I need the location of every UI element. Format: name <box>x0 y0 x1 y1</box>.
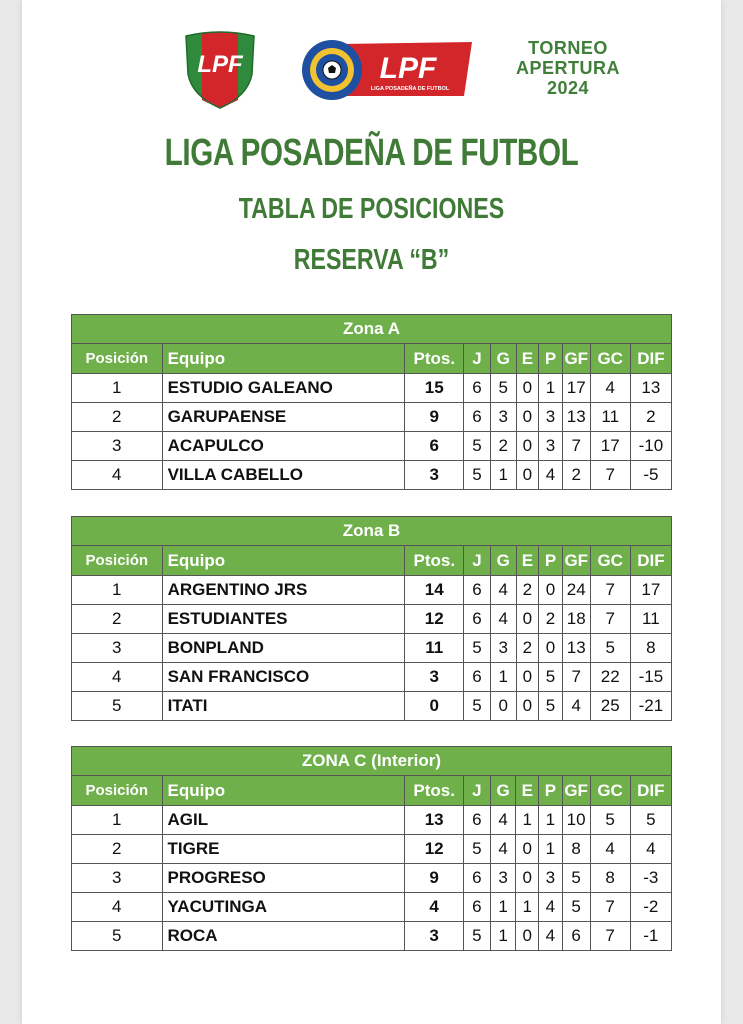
table-row <box>72 432 672 461</box>
cell-pos: 3 <box>72 432 163 461</box>
cell-g: 4 <box>490 605 516 634</box>
cell-g: 1 <box>490 461 516 490</box>
cell-gf: 5 <box>562 864 590 893</box>
cell-pts: 9 <box>405 403 464 432</box>
cell-gc: 7 <box>590 893 630 922</box>
cell-pos: 3 <box>72 634 163 663</box>
cell-pos: 5 <box>72 692 163 721</box>
column-header-row <box>72 344 672 374</box>
column-header-gc: GC <box>590 344 630 374</box>
cell-team: ACAPULCO <box>162 432 405 461</box>
cell-gc: 7 <box>590 922 630 951</box>
cell-dif: -3 <box>630 864 671 893</box>
column-header-pts: Ptos. <box>405 344 464 374</box>
zone-name: Zona B <box>72 517 672 546</box>
column-header-dif: DIF <box>630 776 671 806</box>
cell-j: 6 <box>464 374 491 403</box>
cell-g: 4 <box>490 576 516 605</box>
shield-logo-text: LPF <box>197 51 243 78</box>
cell-pos: 4 <box>72 461 163 490</box>
cell-team: ARGENTINO JRS <box>162 576 405 605</box>
column-header-e: E <box>516 546 539 576</box>
cell-e: 0 <box>516 663 539 692</box>
zone-header-row <box>72 747 672 776</box>
cell-e: 1 <box>516 893 539 922</box>
cell-j: 6 <box>463 864 490 893</box>
cell-g: 2 <box>490 432 516 461</box>
table-row <box>72 806 672 835</box>
page-title: LIGA POSADEÑA DE FUTBOL <box>164 132 579 174</box>
cell-gc: 7 <box>590 461 630 490</box>
cell-e: 0 <box>516 692 539 721</box>
cell-gf: 10 <box>562 806 590 835</box>
cell-g: 5 <box>490 374 516 403</box>
column-header-pts: Ptos. <box>405 776 464 806</box>
column-header-j: J <box>464 344 491 374</box>
table-row <box>72 663 672 692</box>
cell-pts: 14 <box>405 576 464 605</box>
cell-dif: 8 <box>630 634 671 663</box>
cell-pts: 0 <box>405 692 464 721</box>
cell-e: 2 <box>516 576 539 605</box>
cell-e: 0 <box>516 432 539 461</box>
cell-pts: 12 <box>405 605 464 634</box>
cell-g: 1 <box>490 663 516 692</box>
cell-dif: 2 <box>630 403 671 432</box>
standings-table-zona-c <box>71 746 672 951</box>
column-header-p: P <box>539 546 563 576</box>
column-header-pts: Ptos. <box>405 546 464 576</box>
column-header-g: G <box>490 546 516 576</box>
cell-j: 6 <box>464 663 491 692</box>
cell-dif: 13 <box>630 374 671 403</box>
cell-dif: -21 <box>630 692 671 721</box>
cell-pts: 15 <box>405 374 464 403</box>
page-subtitle: TABLA DE POSICIONES <box>238 193 505 225</box>
cell-pos: 1 <box>72 806 163 835</box>
column-header-p: P <box>539 344 563 374</box>
cell-gf: 24 <box>562 576 590 605</box>
column-header-p: P <box>539 776 563 806</box>
cell-gc: 5 <box>590 806 630 835</box>
column-header-row <box>72 776 672 806</box>
cell-p: 3 <box>539 403 563 432</box>
column-header-gc: GC <box>590 776 630 806</box>
cell-p: 4 <box>539 893 563 922</box>
cell-p: 4 <box>539 922 563 951</box>
cell-gc: 4 <box>590 374 630 403</box>
cell-g: 4 <box>490 806 516 835</box>
cell-e: 0 <box>516 864 539 893</box>
cell-j: 6 <box>464 605 491 634</box>
cell-dif: 5 <box>630 806 671 835</box>
cell-team: ROCA <box>162 922 405 951</box>
cell-p: 1 <box>539 374 563 403</box>
column-header-dif: DIF <box>630 344 671 374</box>
cell-team: ESTUDIO GALEANO <box>162 374 405 403</box>
tournament-year: 2024 <box>546 78 590 98</box>
tournament-label <box>508 38 628 98</box>
cell-pts: 9 <box>405 864 464 893</box>
cell-pos: 5 <box>72 922 163 951</box>
cell-gc: 25 <box>590 692 630 721</box>
column-header-pos: Posición <box>72 546 163 576</box>
cell-gc: 22 <box>590 663 630 692</box>
cell-dif: -2 <box>630 893 671 922</box>
cell-team: GARUPAENSE <box>162 403 405 432</box>
tournament-line-2: APERTURA <box>515 58 620 78</box>
table-row <box>72 922 672 951</box>
cell-gc: 5 <box>590 634 630 663</box>
cell-g: 1 <box>490 922 516 951</box>
column-header-gc: GC <box>590 546 630 576</box>
cell-team: PROGRESO <box>162 864 405 893</box>
cell-gf: 17 <box>562 374 590 403</box>
cell-p: 1 <box>539 835 563 864</box>
cell-p: 3 <box>539 864 563 893</box>
cell-team: AGIL <box>162 806 405 835</box>
column-header-pos: Posición <box>72 776 163 806</box>
column-header-g: G <box>490 344 516 374</box>
zone-header-row <box>72 315 672 344</box>
cell-dif: -10 <box>630 432 671 461</box>
standings-table-zona-b <box>71 516 672 721</box>
cell-j: 5 <box>464 461 491 490</box>
cell-j: 5 <box>464 634 491 663</box>
zone-header-row <box>72 517 672 546</box>
cell-j: 5 <box>463 835 490 864</box>
column-header-j: J <box>463 776 490 806</box>
cell-dif: -5 <box>630 461 671 490</box>
cell-team: ITATI <box>162 692 405 721</box>
cell-gf: 8 <box>562 835 590 864</box>
table-row <box>72 893 672 922</box>
cell-g: 0 <box>490 692 516 721</box>
cell-e: 0 <box>516 922 539 951</box>
cell-j: 6 <box>464 403 491 432</box>
cell-team: ESTUDIANTES <box>162 605 405 634</box>
cell-j: 5 <box>464 432 491 461</box>
cell-pts: 3 <box>405 461 464 490</box>
cell-gc: 4 <box>590 835 630 864</box>
cell-team: YACUTINGA <box>162 893 405 922</box>
cell-p: 0 <box>539 576 563 605</box>
table-row <box>72 461 672 490</box>
cell-pts: 3 <box>405 922 464 951</box>
cell-g: 3 <box>490 634 516 663</box>
cell-gf: 2 <box>562 461 590 490</box>
cell-pos: 3 <box>72 864 163 893</box>
cell-dif: -1 <box>630 922 671 951</box>
cell-e: 0 <box>516 605 539 634</box>
cell-gf: 18 <box>562 605 590 634</box>
cell-pos: 2 <box>72 605 163 634</box>
column-header-row <box>72 546 672 576</box>
cell-team: BONPLAND <box>162 634 405 663</box>
cell-pos: 4 <box>72 893 163 922</box>
cell-team: TIGRE <box>162 835 405 864</box>
lpf-banner-logo <box>300 38 474 102</box>
cell-team: SAN FRANCISCO <box>162 663 405 692</box>
category-title: RESERVA “B” <box>293 244 450 276</box>
zone-name: Zona A <box>72 315 672 344</box>
cell-p: 2 <box>539 605 563 634</box>
cell-dif: 11 <box>630 605 671 634</box>
cell-gf: 7 <box>562 663 590 692</box>
table-row <box>72 692 672 721</box>
cell-pos: 1 <box>72 576 163 605</box>
cell-gf: 7 <box>562 432 590 461</box>
cell-j: 5 <box>464 692 491 721</box>
cell-pts: 3 <box>405 663 464 692</box>
cell-pos: 1 <box>72 374 163 403</box>
lpf-shield-logo <box>182 30 258 110</box>
cell-gf: 5 <box>562 893 590 922</box>
column-header-pos: Posición <box>72 344 163 374</box>
tournament-line-1: TORNEO <box>528 38 608 58</box>
column-header-gf: GF <box>562 776 590 806</box>
cell-e: 0 <box>516 403 539 432</box>
cell-g: 3 <box>490 403 516 432</box>
column-header-g: G <box>490 776 516 806</box>
table-row <box>72 634 672 663</box>
cell-e: 0 <box>516 461 539 490</box>
table-row <box>72 864 672 893</box>
cell-gc: 8 <box>590 864 630 893</box>
cell-dif: 4 <box>630 835 671 864</box>
table-row <box>72 403 672 432</box>
column-header-team: Equipo <box>162 344 405 374</box>
cell-pts: 6 <box>405 432 464 461</box>
cell-gc: 7 <box>590 576 630 605</box>
column-header-j: J <box>464 546 491 576</box>
cell-p: 5 <box>539 692 563 721</box>
cell-e: 0 <box>516 835 539 864</box>
cell-pos: 2 <box>72 403 163 432</box>
cell-gc: 7 <box>590 605 630 634</box>
column-header-gf: GF <box>562 546 590 576</box>
banner-logo-text: LPF <box>379 52 437 85</box>
column-header-e: E <box>516 344 539 374</box>
column-header-e: E <box>516 776 539 806</box>
cell-pts: 12 <box>405 835 464 864</box>
cell-j: 5 <box>463 922 490 951</box>
cell-team: VILLA CABELLO <box>162 461 405 490</box>
cell-pos: 4 <box>72 663 163 692</box>
cell-p: 0 <box>539 634 563 663</box>
cell-gf: 13 <box>562 403 590 432</box>
cell-e: 2 <box>516 634 539 663</box>
cell-gc: 11 <box>590 403 630 432</box>
cell-p: 5 <box>539 663 563 692</box>
banner-logo-subtext: LIGA POSADEÑA DE FUTBOL <box>370 86 450 92</box>
cell-gf: 6 <box>562 922 590 951</box>
cell-e: 1 <box>516 806 539 835</box>
cell-g: 3 <box>490 864 516 893</box>
cell-pts: 13 <box>405 806 464 835</box>
cell-pos: 2 <box>72 835 163 864</box>
cell-pts: 11 <box>405 634 464 663</box>
cell-gf: 13 <box>562 634 590 663</box>
cell-dif: 17 <box>630 576 671 605</box>
cell-p: 3 <box>539 432 563 461</box>
zone-name: ZONA C (Interior) <box>72 747 672 776</box>
cell-j: 6 <box>463 806 490 835</box>
column-header-gf: GF <box>562 344 590 374</box>
table-row <box>72 576 672 605</box>
cell-p: 1 <box>539 806 563 835</box>
cell-p: 4 <box>539 461 563 490</box>
cell-g: 1 <box>490 893 516 922</box>
table-row <box>72 835 672 864</box>
cell-e: 0 <box>516 374 539 403</box>
cell-j: 6 <box>464 576 491 605</box>
table-row <box>72 605 672 634</box>
column-header-team: Equipo <box>162 546 405 576</box>
column-header-team: Equipo <box>162 776 405 806</box>
standings-table-zona-a <box>71 314 672 490</box>
table-row <box>72 374 672 403</box>
column-header-dif: DIF <box>630 546 671 576</box>
cell-g: 4 <box>490 835 516 864</box>
cell-gf: 4 <box>562 692 590 721</box>
cell-dif: -15 <box>630 663 671 692</box>
cell-j: 6 <box>463 893 490 922</box>
cell-gc: 17 <box>590 432 630 461</box>
cell-pts: 4 <box>405 893 464 922</box>
